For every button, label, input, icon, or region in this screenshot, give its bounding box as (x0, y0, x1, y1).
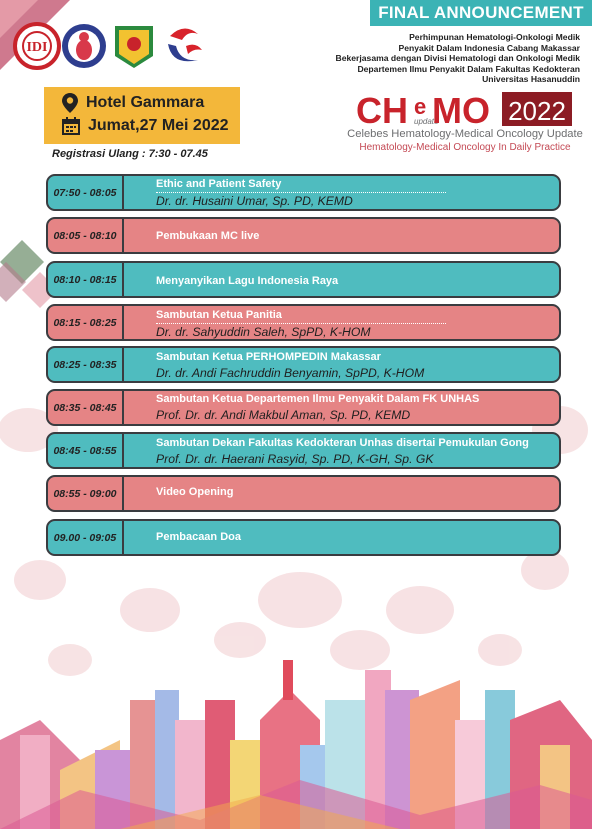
schedule-row (46, 217, 561, 254)
schedule-title: Menyanyikan Lagu Indonesia Raya (156, 275, 339, 287)
schedule-row (46, 432, 561, 469)
hom-logo (62, 24, 106, 68)
schedule-content (156, 521, 549, 554)
svg-text:IDI: IDI (26, 40, 48, 55)
schedule-row (46, 519, 561, 556)
schedule-time: 08:35 - 08:45 (48, 391, 124, 424)
final-announcement-banner: FINAL ANNOUNCEMENT (370, 0, 592, 26)
dotted-divider (156, 323, 446, 324)
schedule-time: 08:10 - 08:15 (48, 263, 124, 296)
schedule-time: 09.00 - 09:05 (48, 521, 124, 554)
venue-location (62, 93, 204, 113)
schedule-content (156, 348, 549, 381)
dotted-divider (156, 192, 446, 193)
schedule-content (156, 176, 549, 209)
schedule-title: Sambutan Dekan Fakultas Kedokteran Unhas disertai Pemukulan Gong (156, 437, 529, 449)
schedule-speaker: Prof. Dr. dr. Andi Makbul Aman, Sp. PD, KEMD (156, 408, 411, 422)
schedule-title: Sambutan Ketua PERHOMPEDIN Makassar (156, 351, 381, 363)
schedule-row (46, 475, 561, 512)
schedule-content (156, 391, 549, 424)
pdpi-logo (15, 24, 59, 68)
schedule-title: Pembukaan MC live (156, 230, 260, 242)
chemo-update: update (414, 117, 439, 126)
schedule-title: Video Opening (156, 486, 234, 498)
unhas-logo (115, 26, 153, 68)
organizer-line: Departemen Ilmu Penyakit Dalam Fakultas Kedokteran (357, 63, 580, 74)
event-date: Jumat,27 Mei 2022 (88, 117, 229, 134)
location-pin-icon (62, 93, 78, 113)
schedule-content (156, 219, 549, 252)
schedule-time: 08:45 - 08:55 (48, 434, 124, 467)
venue-name: Hotel Gammara (86, 94, 205, 111)
schedule-content (156, 434, 549, 467)
schedule-time: 07:50 - 08:05 (48, 176, 124, 209)
schedule-title: Sambutan Ketua Panitia (156, 309, 282, 321)
schedule-time: 08:05 - 08:10 (48, 219, 124, 252)
organizer-text (300, 32, 580, 85)
schedule-time: 08:55 - 09:00 (48, 477, 124, 510)
schedule-row (46, 389, 561, 426)
schedule-content (156, 477, 549, 510)
schedule-content (156, 263, 549, 296)
organizer-line: Bekerjasama dengan Divisi Hematologi dan Onkologi Medik (335, 53, 580, 63)
chemo-mo: MO (432, 90, 490, 128)
schedule-speaker: Dr. dr. Andi Fachruddin Benyamin, SpPD, K-HOM (156, 366, 425, 380)
venue-box (44, 87, 240, 144)
chemo-ch: CH (356, 90, 408, 128)
schedule-speaker: Dr. dr. Husaini Umar, Sp. PD, KEMD (156, 194, 353, 208)
schedule-title: Pembacaan Doa (156, 531, 241, 543)
organizer-line: Perhimpunan Hematologi-Onkologi Medik (409, 32, 580, 42)
venue-date (62, 117, 229, 135)
schedule-time: 08:25 - 08:35 (48, 348, 124, 381)
chemo-year: 2022 (508, 96, 566, 126)
schedule-title: Ethic and Patient Safety (156, 178, 282, 190)
schedule-row (46, 346, 561, 383)
schedule-time: 08:15 - 08:25 (48, 306, 124, 339)
schedule-speaker: Dr. dr. Sahyuddin Saleh, SpPD, K-HOM (156, 325, 371, 339)
chemo-2022-logo (356, 90, 574, 128)
calendar-icon (62, 117, 80, 135)
organizer-line: Penyakit Dalam Indonesia Cabang Makassar (398, 42, 580, 53)
event-subtitle: Celebes Hematology-Medical Oncology Update (347, 128, 583, 140)
schedule-speaker: Prof. Dr. dr. Haerani Rasyid, Sp. PD, K-GH, Sp. GK (156, 452, 434, 466)
schedule-row (46, 304, 561, 341)
schedule-content (156, 306, 549, 339)
event-tagline: Hematology-Medical Oncology In Daily Practice (359, 142, 571, 153)
schedule-row (46, 174, 561, 211)
schedule-row (46, 261, 561, 298)
logo-row (12, 20, 212, 72)
chemo-e: e (414, 94, 427, 119)
organizer-line: Universitas Hasanuddin (482, 74, 580, 84)
chemo-small-logo (168, 28, 202, 61)
schedule-title: Sambutan Ketua Departemen Ilmu Penyakit Dalam FK UNHAS (156, 393, 480, 405)
registration-time: Registrasi Ulang : 7:30 - 07.45 (52, 148, 208, 160)
